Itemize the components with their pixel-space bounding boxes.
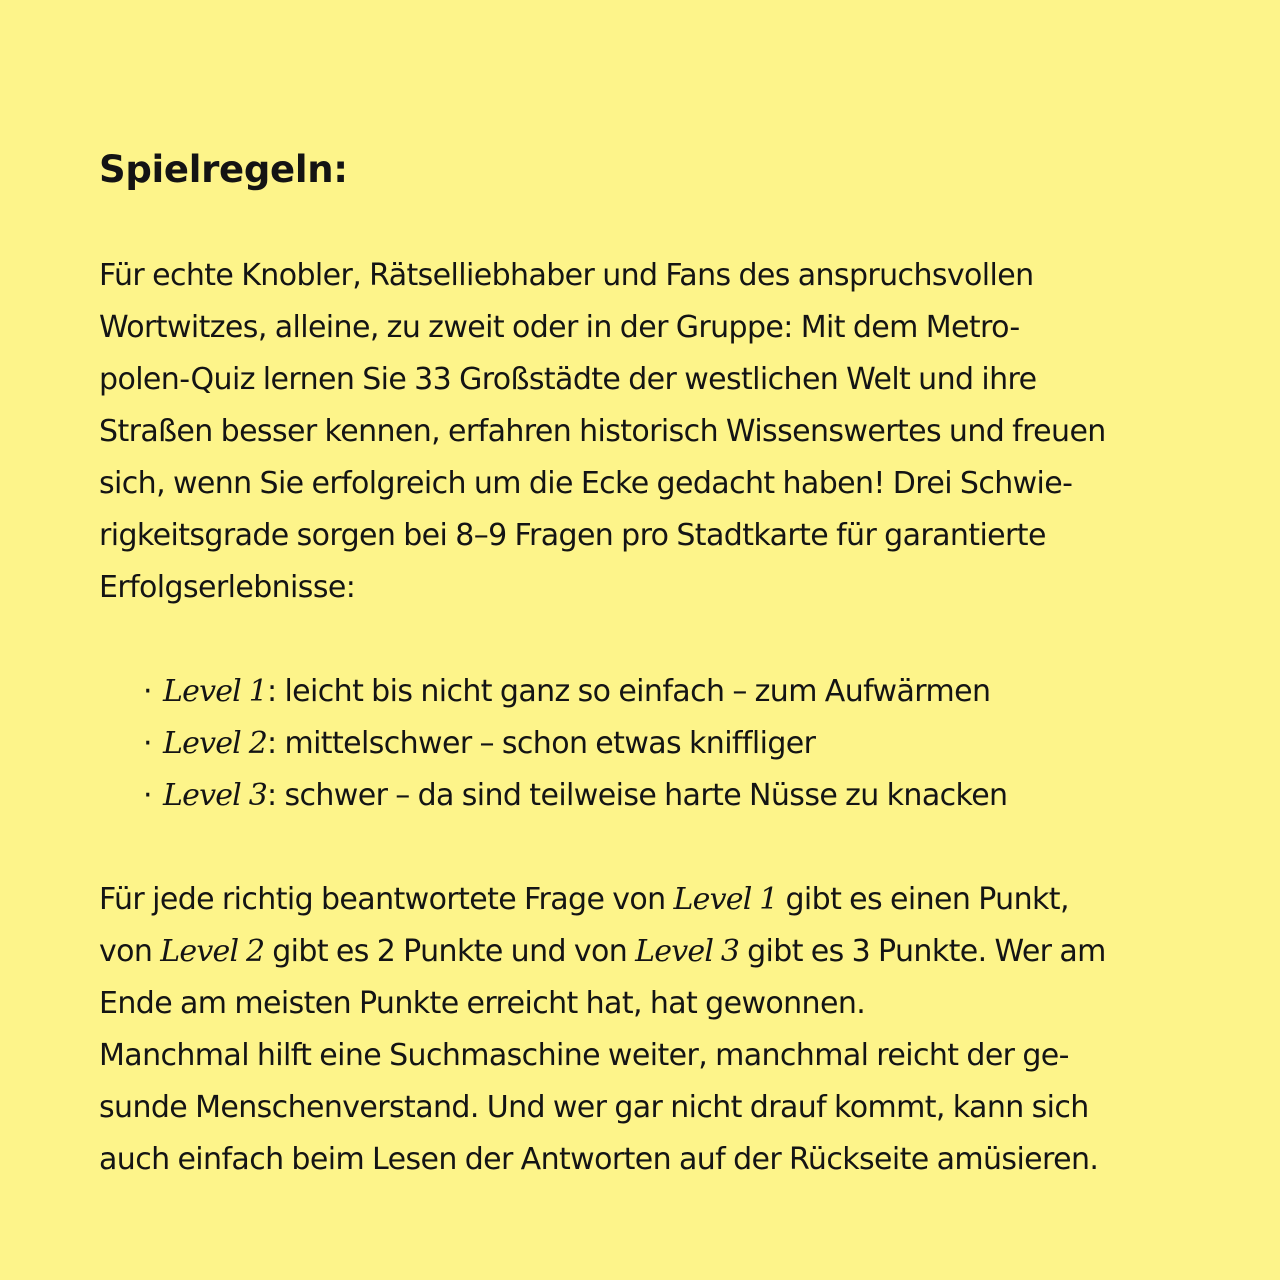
scoring-line <box>99 874 1190 926</box>
level-description: : leicht bis nicht ganz so einfach – zum Aufwärmen <box>267 674 991 709</box>
intro-line: rigkeitsgrade sorgen bei 8–9 Fragen pro Stadtkarte für garantierte <box>99 518 1046 553</box>
intro-line: Erfolgserlebnisse: <box>99 570 356 605</box>
scoring-paragraph <box>99 874 1190 1186</box>
text-run: gibt es 3 Punkte. Wer am <box>739 934 1106 969</box>
closing-line: auch einfach beim Lesen der Antworten auf der Rückseite amüsieren. <box>99 1142 1099 1177</box>
intro-line: Straßen besser kennen, erfahren historisch Wissenswertes und freuen <box>99 414 1106 449</box>
text-run: Für jede richtig beantwortete Frage von <box>99 882 674 917</box>
text-run: von <box>99 934 161 969</box>
intro-line: polen-Quiz lernen Sie 33 Großstädte der westlichen Welt und ihre <box>99 362 1037 397</box>
level-description: : mittelschwer – schon etwas kniffliger <box>267 726 816 761</box>
level-label: Level 1 <box>673 882 778 917</box>
bullet-dot-icon: · <box>143 674 152 709</box>
level-label: Level 2 <box>160 934 265 969</box>
level-label: Level 3 <box>163 778 267 813</box>
closing-line: Manchmal hilft eine Suchmaschine weiter, manchmal reicht der ge- <box>99 1038 1069 1073</box>
bullet-dot-icon: · <box>143 778 152 813</box>
text-run: gibt es 2 Punkte und von <box>264 934 636 969</box>
level-label: Level 1 <box>163 674 267 709</box>
level-label: Level 2 <box>163 726 267 761</box>
intro-line: Für echte Knobler, Rätselliebhaber und Fans des anspruchsvollen <box>99 258 1034 293</box>
level-description: : schwer – da sind teilweise harte Nüsse zu knacken <box>267 778 1008 813</box>
level-item <box>143 666 1190 718</box>
page-title: Spielregeln: <box>99 148 348 191</box>
level-item <box>143 718 1190 770</box>
level-item <box>143 770 1190 822</box>
closing-line: sunde Menschenverstand. Und wer gar nicht drauf kommt, kann sich <box>99 1090 1089 1125</box>
scoring-line: Ende am meisten Punkte erreicht hat, hat gewonnen. <box>99 986 866 1021</box>
intro-paragraph <box>99 250 1190 614</box>
text-run: gibt es einen Punkt, <box>777 882 1069 917</box>
level-label: Level 3 <box>635 934 740 969</box>
scoring-line <box>99 926 1190 978</box>
intro-line: sich, wenn Sie erfolgreich um die Ecke gedacht haben! Drei Schwie- <box>99 466 1073 501</box>
level-list <box>99 666 1190 822</box>
bullet-dot-icon: · <box>143 726 152 761</box>
intro-line: Wortwitzes, alleine, zu zweit oder in der Gruppe: Mit dem Metro- <box>99 310 1020 345</box>
